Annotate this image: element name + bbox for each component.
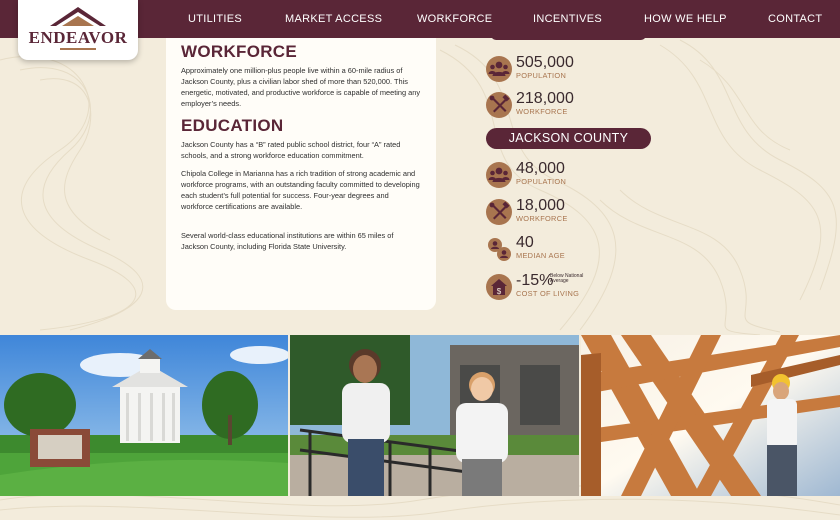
- courthouse-photo: [0, 335, 288, 496]
- education-heading: EDUCATION: [181, 116, 284, 135]
- stat-value: 48,000: [516, 160, 565, 177]
- population-icon: [486, 162, 512, 188]
- education-paragraph-3: Several world-class educational institutions are within 65 miles of Jackson County, including Florida State University.: [181, 231, 394, 251]
- stat-label: POPULATION: [516, 71, 567, 80]
- students-photo: [290, 335, 579, 496]
- stat-note: Below National Average: [550, 273, 584, 284]
- nav-incentives[interactable]: INCENTIVES: [533, 13, 603, 25]
- nav-market-access[interactable]: MARKET ACCESS: [285, 13, 383, 25]
- cost-of-living-icon: [486, 274, 512, 300]
- jackson-county-pill: JACKSON COUNTY: [486, 128, 651, 149]
- construction-photo: [581, 335, 840, 496]
- population-icon: [486, 56, 512, 82]
- nav-workforce[interactable]: WORKFORCE: [417, 13, 493, 25]
- workforce-paragraph: Approximately one million-plus people live within a 60-mile radius of Jackson County, plus a civilian labor shed of more than 520,000. This energetic, motivated, and productive workforce is capable of meeting any employer’s needs.: [181, 66, 421, 108]
- stat-label: POPULATION: [516, 177, 567, 186]
- logo-wordmark: ENDEAVOR: [28, 28, 128, 47]
- endeavor-logo[interactable]: [18, 0, 138, 60]
- stat-value: 505,000: [516, 54, 574, 71]
- tools-icon: [486, 92, 512, 118]
- svg-text:$: $: [496, 287, 502, 296]
- stat-label: COST OF LIVING: [516, 289, 580, 298]
- stat-value: 18,000: [516, 197, 565, 214]
- stat-label: WORKFORCE: [516, 214, 568, 223]
- median-age-icon: [486, 236, 512, 262]
- education-paragraph-2: Chipola College in Marianna has a rich tradition of strong academic and workforce programs, with an outstanding faculty committed to developing each student’s full potential for success. Four-year degrees and workforce certifications are available.: [181, 169, 420, 211]
- workforce-heading: WORKFORCE: [181, 42, 298, 61]
- nav-utilities[interactable]: UTILITIES: [188, 13, 243, 25]
- tools-icon: [486, 199, 512, 225]
- nav-contact[interactable]: CONTACT: [768, 13, 823, 25]
- stat-value: 40: [516, 234, 534, 251]
- education-paragraph-1: Jackson County has a “B” rated public school district, four “A” rated schools, and a strong workforce education commitment.: [181, 140, 401, 160]
- content-card: [166, 38, 436, 310]
- stat-value: 218,000: [516, 90, 574, 107]
- stat-value: -15%: [516, 272, 554, 289]
- nav-how-we-help[interactable]: HOW WE HELP: [644, 13, 727, 25]
- stat-label: MEDIAN AGE: [516, 251, 565, 260]
- stat-label: WORKFORCE: [516, 107, 568, 116]
